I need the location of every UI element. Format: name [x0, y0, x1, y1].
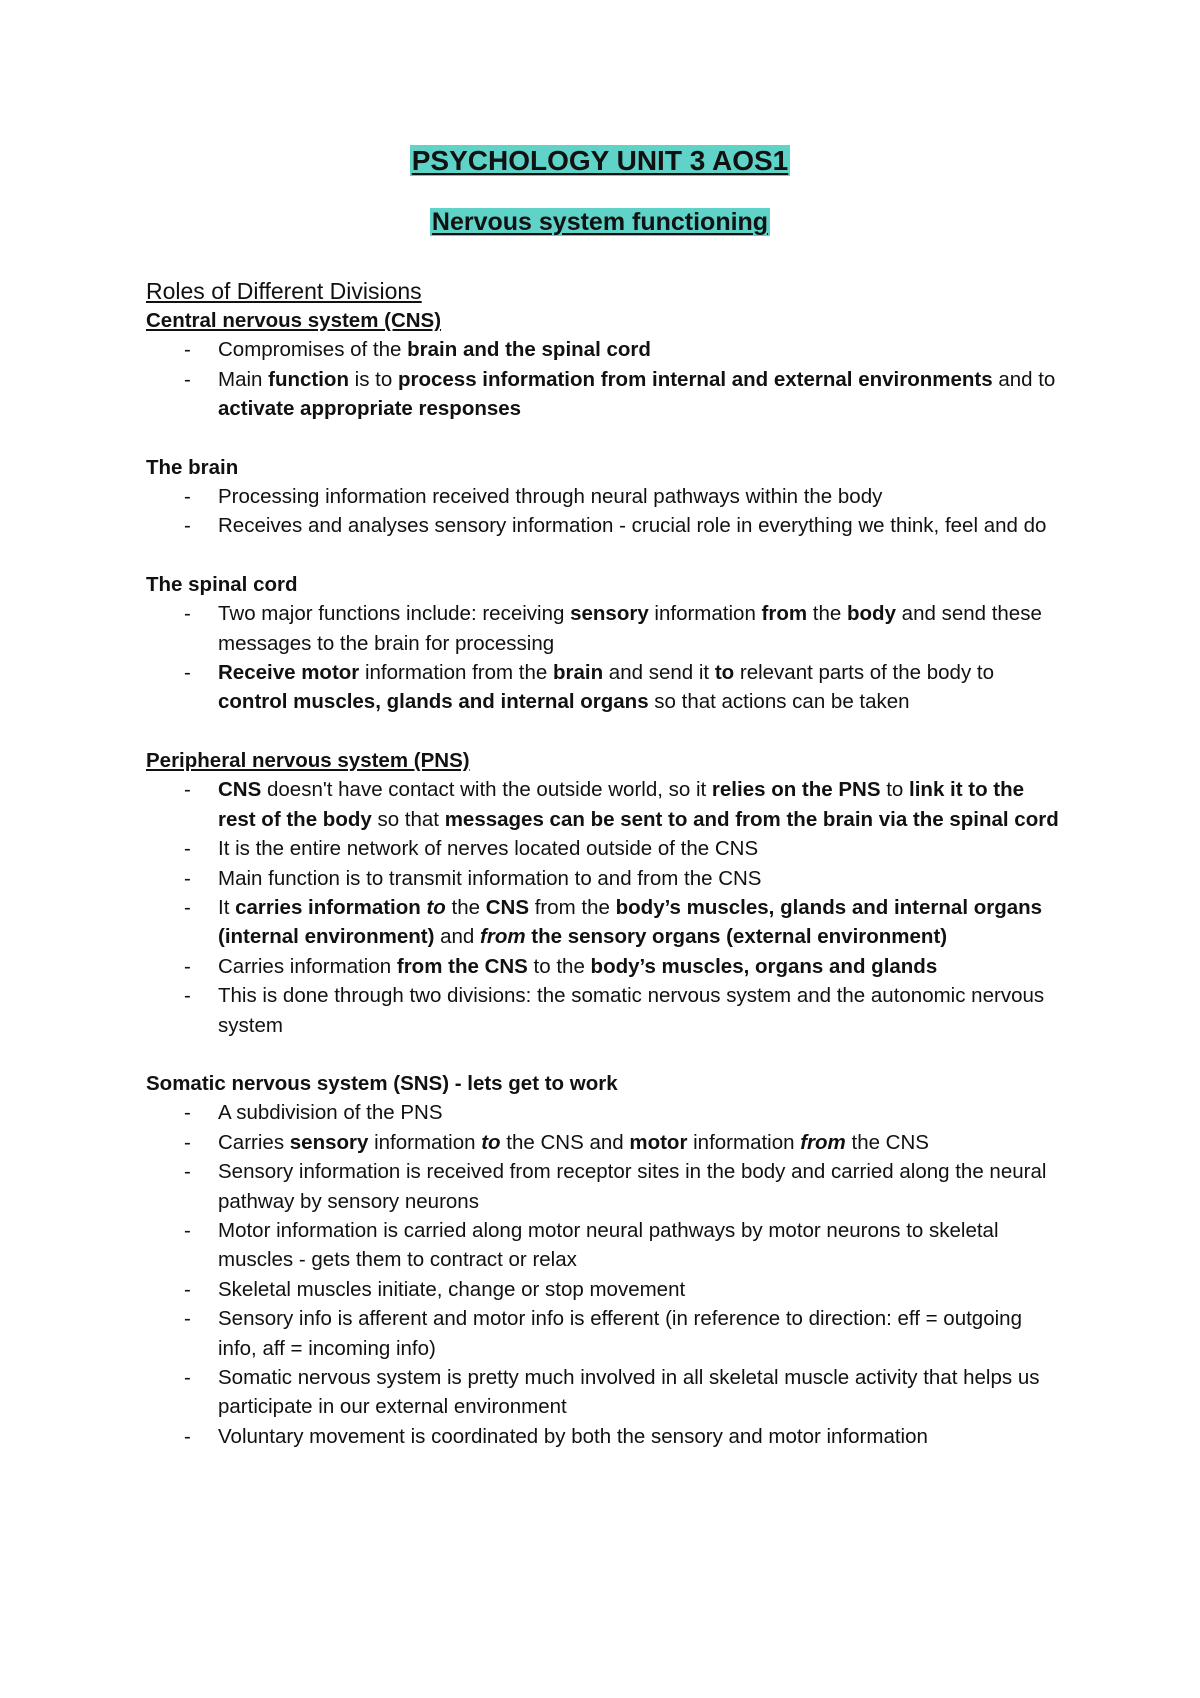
- list-item: - Compromises of the brain and the spinal cord: [146, 335, 1066, 364]
- list-item: - Two major functions include: receiving sensory information from the body and send these messages to the brain for processing: [146, 599, 1066, 658]
- list-item: - Carries information from the CNS to the body’s muscles, organs and glands: [146, 952, 1066, 981]
- title-row: [0, 145, 1200, 177]
- document-title: PSYCHOLOGY UNIT 3 AOS1: [411, 145, 789, 176]
- cns-heading: Central nervous system (CNS): [146, 309, 442, 332]
- list-item: - Receive motor information from the brain and send it to relevant parts of the body to control muscles, glands and internal organs so that actions can be taken: [146, 658, 1066, 717]
- cns-list: [146, 335, 1066, 423]
- document-subtitle: Nervous system functioning: [431, 208, 769, 236]
- document-body: [146, 276, 1066, 1451]
- list-item: - Sensory info is afferent and motor info is efferent (in reference to direction: eff = outgoing info, aff = incoming info): [146, 1304, 1066, 1363]
- list-item: - Skeletal muscles initiate, change or stop movement: [146, 1275, 1066, 1304]
- list-item: - It is the entire network of nerves located outside of the CNS: [146, 834, 1066, 863]
- pns-heading: Peripheral nervous system (PNS): [146, 748, 470, 772]
- list-item: - Main function is to transmit information to and from the CNS: [146, 864, 1066, 893]
- list-item: - CNS doesn't have contact with the outside world, so it relies on the PNS to link it to the rest of the body so that messages can be sent to and from the brain via the spinal cord: [146, 775, 1066, 834]
- list-item: - A subdivision of the PNS: [146, 1098, 1066, 1127]
- list-item: - This is done through two divisions: the somatic nervous system and the autonomic nervous system: [146, 981, 1066, 1040]
- spinal-cord-heading: The spinal cord: [146, 572, 298, 596]
- subtitle-row: [0, 208, 1200, 237]
- brain-list: [146, 482, 1066, 541]
- sns-list: [146, 1098, 1066, 1451]
- list-item: - Receives and analyses sensory information - crucial role in everything we think, feel and do: [146, 511, 1066, 540]
- sns-heading: Somatic nervous system (SNS) - lets get to work: [146, 1071, 618, 1095]
- section-heading: Roles of Different Divisions: [146, 278, 422, 304]
- list-item: - It carries information to the CNS from the body’s muscles, glands and internal organs (internal environment) and from the sensory organs (external environment): [146, 893, 1066, 952]
- list-item: - Main function is to process information from internal and external environments and to activate appropriate responses: [146, 365, 1066, 424]
- list-item: - Carries sensory information to the CNS and motor information from the CNS: [146, 1128, 1066, 1157]
- list-item: - Somatic nervous system is pretty much involved in all skeletal muscle activity that helps us participate in our external environment: [146, 1363, 1066, 1422]
- brain-heading: The brain: [146, 455, 239, 479]
- pns-list: [146, 775, 1066, 1040]
- list-item: - Sensory information is received from receptor sites in the body and carried along the neural pathway by sensory neurons: [146, 1157, 1066, 1216]
- list-item: - Motor information is carried along motor neural pathways by motor neurons to skeletal muscles - gets them to contract or relax: [146, 1216, 1066, 1275]
- list-item: - Voluntary movement is coordinated by both the sensory and motor information: [146, 1422, 1066, 1451]
- list-item: - Processing information received through neural pathways within the body: [146, 482, 1066, 511]
- spinal-cord-list: [146, 599, 1066, 717]
